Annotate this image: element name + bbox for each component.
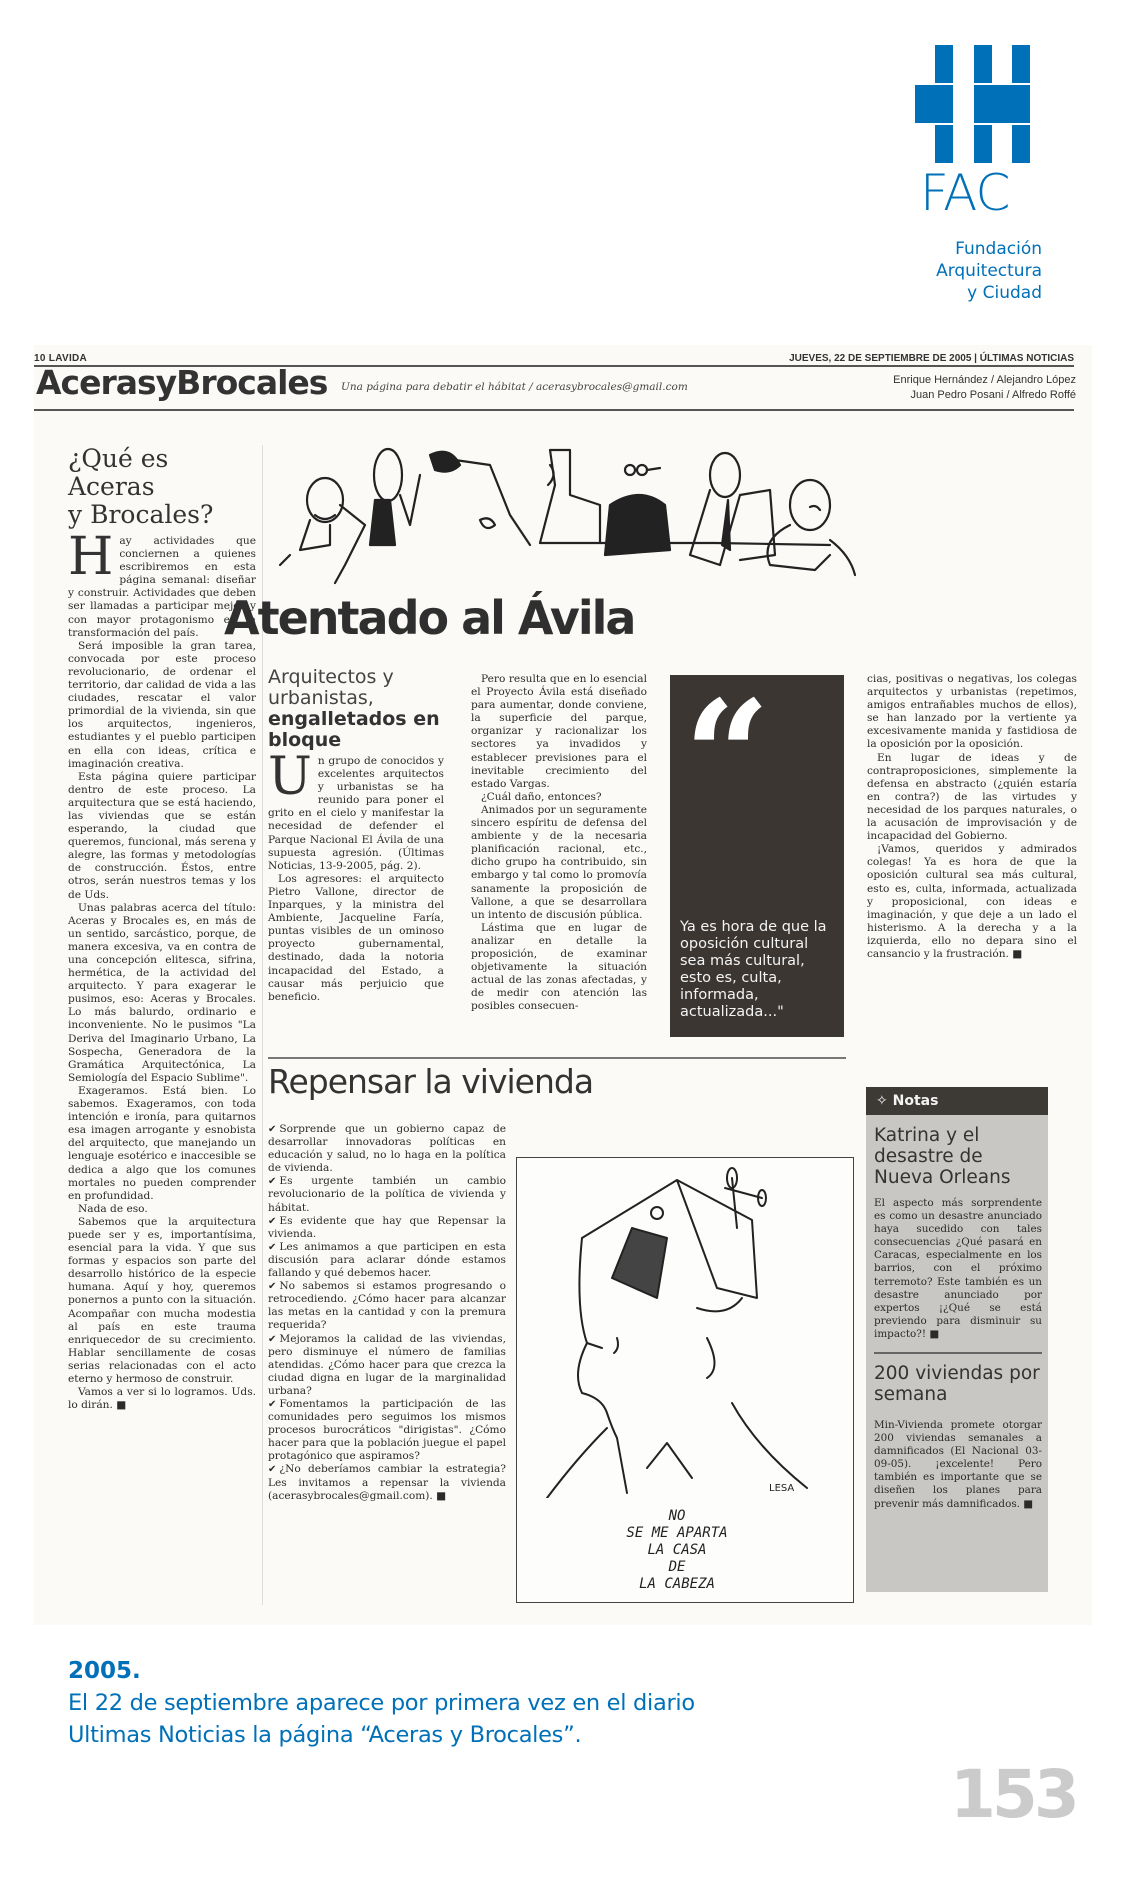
list-item-text: Sorprende que un gobierno capaz de desarrollar innovadoras políticas en educación y salud, no lo haga en la política de vivienda. [268,1123,506,1175]
pull-quote-box [670,668,844,1037]
check-icon: ✔ [268,1333,277,1345]
logo-square [935,125,953,163]
notes-divider [874,1352,1042,1354]
list-item-text: Mejoramos la calidad de las viviendas, pero disminuye el número de familias atendidas. ¿Cómo hacer para que crezca la ciudad digna en lugar de la marginalidad urbana? [268,1332,506,1397]
check-icon: ✔ [268,1176,277,1188]
repensar-list [268,1123,506,1503]
paragraph: Pero resulta que en lo esencial el Proyecto Ávila está diseñado para aumentar, donde conviene, la superficie del parque, organizar y racionalizar los sectores ya invadidos y establecer previsiones para el inevitable crecimiento del estado Vargas. [471,673,647,790]
list-item [268,1333,506,1398]
paragraph: n grupo de conocidos y excelentes arquitectos y urbanistas se ha reunido para poner el grito en el cielo y manifestar la necesidad de defender el Parque Nacional El Ávila de una supuesta agresión. (Últimas Noticias, 13-9-2005, pág. 2). [268,755,444,872]
list-item [268,1215,506,1241]
cartoon-caption-line: SE ME APARTA [626,1525,728,1541]
meeting-cartoon-illustration [270,445,1070,593]
check-icon: ✔ [268,1281,277,1293]
logo-name-line: Fundación [955,239,1042,259]
main-article-column-1 [268,747,444,1004]
section-rule [268,1057,846,1059]
cartoon-caption-line: DE [668,1559,686,1575]
intro-title-line: Aceras [68,472,155,501]
note-1-text: El aspecto más sorprendente es como un desastre anunciado haya sucedido con tales consecuencias ¿Qué pasará en Caracas, especialmente en los barrios, con el próximo terremoto? Este también es un desastre anunciado por expertos ¡¿Qué se está previendo para disminuir su impacto?! ■ [874,1197,1042,1340]
paragraph: Lástima que en lugar de analizar en detalle la proposición, de examinar objetivamente la situación actual de las zonas afectadas, y de medir con atención las posibles consecuen- [471,921,647,1013]
logo-acronym: FAC [920,164,1010,222]
list-item-text: Les animamos a que participen en esta discusión para aclarar dónde estamos fallando y qué debemos hacer. [268,1240,506,1280]
paragraph: Sabemos que la arquitectura puede ser y es, importantísima, esencial para la vida. Y que sus formas y espacios son parte del desarrollo histórico de la especie humana. Aquí y hoy, queremos ponernos a punto con la situación. Acompañar con mucha modestia al país en este trauma enriquecedor de su crecimiento. Hablar sencillamente de cosas serias relacionadas con el acto eterno y hermoso de construir. [68,1215,256,1385]
paragraph: Esta página quiere participar dentro de este proceso. La arquitectura que se está haciendo, las viviendas que se están esperando, la ciudad que queremos, funcional, más serena y alegre, las formas y metodologías de construcción. Éstos, entre otros, serán nuestros temas y los de Uds. [68,770,256,901]
list-item [268,1280,506,1332]
pull-quote-text: Ya es hora de que la oposición cultural sea más cultural, esto es, culta, informada, actualizada..." [680,919,827,1020]
dateline: JUEVES, 22 DE SEPTIEMBRE DE 2005 | ÚLTIMAS NOTICIAS [789,353,1074,364]
cartoon-caption-line: NO [668,1508,686,1524]
list-item [268,1123,506,1175]
authors-line: Enrique Hernández / Alejandro López [893,374,1076,386]
note-1-title: Katrina y el desastre de Nueva Orleans [874,1125,1011,1188]
page-number: 153 [950,1756,1076,1833]
logo-name-line: y Ciudad [967,283,1042,303]
page-brand: AcerasyBrocales [36,363,328,402]
section-label: 10 LAVIDA [34,353,88,364]
paragraph: Nada de eso. [78,1202,148,1215]
intro-title-line: y Brocales? [68,500,214,529]
list-item [268,1175,506,1214]
notas-sidebar [866,1087,1048,1592]
paragraph: ¡Vamos, queridos y admirados colegas! Ya es hora de que la oposición cultural sea más cultural, esto es, culta, informada, actualizada y proposicional, con ideas e imaginación, y que deje a un lado el histerismo. A la derecha y a la izquierda, ello no depara sino el cansancio y la frustración. ■ [867,843,1077,960]
check-icon: ✔ [268,1464,277,1476]
intro-title [68,445,258,529]
caption [68,1655,968,1751]
caption-line: El 22 de septiembre aparece por primera vez en el diario [68,1690,695,1716]
paragraph: Animados por un seguramente sincero espíritu de defensa del ambiente y de la necesaria planificación racional, etc., dicho grupo ha contribuido, sin embargo y tal como lo promovía sanamente la proposición de Vallone, a que se desarrollara un intento de discusión pública. [471,803,647,921]
caption-year: 2005. [68,1658,141,1684]
dropcap: U [268,747,312,807]
logo-square [1012,125,1030,163]
logo-square [935,45,953,83]
check-icon: ✔ [268,1215,277,1227]
main-article-subhead [268,667,448,751]
house-head-cartoon [516,1157,854,1603]
newspaper-clipping [34,345,1092,1625]
list-item-text: ¿No deberíamos cambiar la estrategia? Les invitamos a repensar la vivienda (acerasybrocales@gmail.com). ■ [268,1463,506,1502]
cartoon-caption [597,1508,757,1593]
logo-name [936,238,1042,304]
authors-line: Juan Pedro Posani / Alfredo Roffé [910,389,1076,401]
check-icon: ✔ [268,1398,277,1410]
authors [893,373,1076,403]
logo-square [974,125,992,163]
dropcap: H [68,527,114,587]
note-2-title: 200 viviendas por semana [874,1363,1040,1405]
paragraph: En lugar de ideas y de contraproposiciones, simplemente la defensa en abstracto (¿quién estaría en contra?) de las virtudes y necesidad de los parques naturales, o la acusación de improvisación y de incapacidad del Gobierno. [867,751,1077,843]
paragraph: Vamos a ver si lo logramos. Uds. lo dirán. ■ [68,1386,256,1412]
repensar-title: Repensar la vivienda [268,1062,594,1101]
brand-tagline: Una página para debatir el hábitat / acerasybrocales@gmail.com [341,381,688,393]
caption-line: Ultimas Noticias la página “Aceras y Brocales”. [68,1722,582,1748]
paragraph: ay actividades que conciernen a quienes escribiremos en esta página semanal: diseñar y construir. Actividades que deben ser llamadas a participar mejor y con mayor protagonismo en la transformación del país. [68,535,256,639]
paragraph: Exageramos. Está bien. Lo sabemos. Exageramos, con toda intención e ironía, para quitarnos esa imagen arrogante y esnobista del arquitecto, que manejando un lenguaje esotérico e inaccesible se dedica a algo que los comunes mortales no pueden comprender en profundidad. [68,1084,256,1202]
list-item-text: No sabemos si estamos progresando o retrocediendo. ¿Cómo hacer para alcanzar las metas en la cantidad y con la premura requerida? [268,1280,506,1332]
quote-icon: “ [684,668,771,844]
intro-article [68,527,256,1412]
cartoon-caption-line: LA CABEZA [639,1576,715,1592]
subhead-light: Arquitectos y urbanistas, [268,666,394,709]
intro-title-line: ¿Qué es [68,444,169,473]
cartoon-caption-line: LA CASA [647,1542,707,1558]
logo-square [974,45,992,83]
notas-header [866,1087,1048,1115]
paragraph: Los agresores: el arquitecto Pietro Vallone, director de Inparques, y la ministra del Ambiente, Jacqueline Faría, puntas visibles de un ominoso proyecto gubernamental, destinado, dada la notoria incapacidad del Estado, a causar más perjuicio que beneficio. [268,872,444,1003]
logo-name-line: Arquitectura [936,261,1042,281]
paragraph: Unas palabras acerca del título: Aceras y Brocales es, en más de un sentido, sarcástico, porque, de manera excesiva, va en contra de una concepción elitesca, sifrina, hermética, de la actividad del arquitecto. Y para exagerar le pusimos, eso: Aceras y Brocales. Lo más balurdo, ordinario e inconveniente. No le pusimos "La Deriva del Imaginario Urbano, La Sospecha, Generadora de la Gramática Arquitectónica, La Semiología del Espacio Sublime". [68,901,256,1084]
logo-square [992,85,1030,123]
cartoon-signature: LESA [769,1483,795,1494]
list-item [268,1463,506,1502]
note-2-text: Min-Vivienda promete otorgar 200 viviendas semanales a damnificados (El Nacional 03-09-05). ¡excelente! Pero también es importante que se diseñen los planes para prevenir más damnificados. ■ [874,1419,1042,1510]
header-rule [34,409,1074,411]
list-item-text: Fomentamos la participación de las comunidades pero seguimos los mismos procesos burocráticos "dirigistas". ¿Cómo hacer para que la población juegue el papel protagónico que aspiramos? [268,1397,506,1463]
fac-logo [900,40,1050,310]
list-item [268,1398,506,1463]
cartoon-drawing [517,1158,853,1498]
list-item-text: Es urgente también un cambio revolucionario de la política de vivienda y hábitat. [268,1175,506,1214]
main-article-column-3 [867,673,1077,961]
notas-header-label: Notas [892,1093,939,1109]
check-icon: ✔ [268,1124,277,1135]
check-icon: ✔ [268,1241,277,1253]
diamond-icon: ✧ [876,1093,893,1109]
main-article-column-2 [471,673,647,1013]
paragraph: cias, positivas o negativas, los colegas arquitectos y urbanistas (repetimos, amigos entrañables muchos de ellos), se han lanzado por la vertiente ya excesivamente manida y fastidiosa de la oposición por la oposición. [867,673,1077,751]
logo-square [915,85,953,123]
paragraph: ¿Cuál daño, entonces? [481,790,602,803]
subhead-bold: engalletados en bloque [268,708,440,751]
list-item-text: Es evidente que hay que Repensar la vivienda. [268,1214,506,1240]
main-article-title: Atentado al Ávila [224,591,635,645]
paragraph: Será imposible la gran tarea, convocada por este proceso revolucionario, de ordenar el territorio, dar calidad de vida a las ciudades, rescatar el valor primordial de la vivienda, sin que los arquitectos, ingenieros, estudiantes y el pueblo participen en ella con ideas, crítica e imaginación creativa. [68,639,256,770]
list-item [268,1241,506,1280]
logo-square [974,85,992,123]
logo-square [1012,45,1030,83]
